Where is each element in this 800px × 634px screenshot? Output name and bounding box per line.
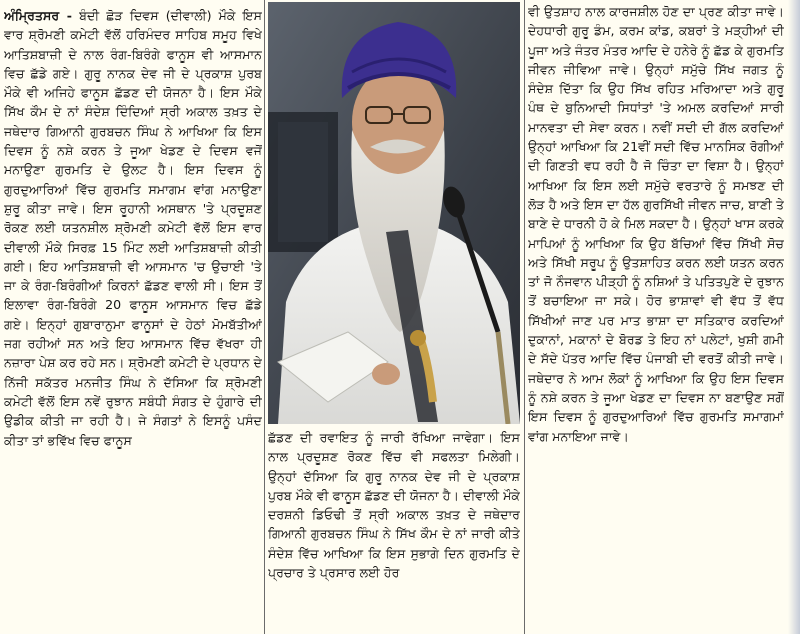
column-1-body: ਬੰਦੀ ਛੋੜ ਦਿਵਸ (ਦੀਵਾਲੀ) ਮੌਕੇ ਇਸ ਵਾਰ ਸ਼੍ਰੋਮਣੀ ਕਮੇਟੀ ਵੱਲੋਂ ਹਰਿਮੰਦਰ ਸਾਹਿਬ ਸਮੂਹ ਵਿਖੇ ਆਤਿਸ਼ਬਾਜ਼ੀ ਦੇ ਨਾਲ ਰੰਗ-ਬਿਰੰਗੇ ਫਾਨੂਸ ਵੀ ਆਸਮਾਨ ਵਿਚ ਛੱਡੇ ਗਏ। ਗੁਰੂ ਨਾਨਕ ਦੇਵ ਜੀ ਦੇ ਪ੍ਰਕਾਸ਼ ਪੁਰਬ ਮੌਕੇ ਵੀ ਅਜਿਹੇ ਫਾਨੂਸ ਛੱਡਣ ਦੀ ਯੋਜਨਾ ਹੈ। ਇਸ ਮੌਕੇ ਸਿੱਖ ਕੌਮ ਦੇ ਨਾਂ ਸੰਦੇਸ਼ ਦਿੰਦਿਆਂ ਸ੍ਰੀ ਅਕਾਲ ਤਖ਼ਤ ਦੇ ਜਥੇਦਾਰ ਗਿਆਨੀ ਗੁਰਬਚਨ ਸਿੰਘ ਨੇ ਆਖਿਆ ਕਿ ਇਸ ਦਿਵਸ ਨੂੰ ਨਸ਼ੇ ਕਰਨ ਤੇ ਜੂਆ ਖੇਡਣ ਦੇ ਦਿਵਸ ਵਜੋਂ ਮਨਾਉਣਾ ਗੁਰਮਤਿ ਦੇ ਉਲਟ ਹੈ। ਇਸ ਦਿਵਸ ਨੂੰ ਗੁਰਦੁਆਰਿਆਂ ਵਿੱਚ ਗੁਰਮਤਿ ਸਮਾਗਮ ਵਾਂਗ ਮਨਾਉਣਾ ਸ਼ੁਰੂ ਕੀਤਾ ਜਾਵੇ। ਇਸ ਰੂਹਾਨੀ ਅਸਥਾਨ 'ਤੇ ਪ੍ਰਦੂਸ਼ਣ ਰੋਕਣ ਲਈ ਯਤਨਸ਼ੀਲ ਸ਼੍ਰੋਮਣੀ ਕਮੇਟੀ ਵੱਲੋਂ ਇਸ ਵਾਰ ਦੀਵਾਲੀ ਮੌਕੇ ਸਿਰਫ਼ 15 ਮਿੰਟ ਲਈ ਆਤਿਸ਼ਬਾਜ਼ੀ ਕੀਤੀ ਗਈ। ਇਹ ਆਤਿਸ਼ਬਾਜ਼ੀ ਵੀ ਆਸਮਾਨ 'ਚ ਉਚਾਈ 'ਤੇ ਜਾ ਕੇ ਰੰਗ-ਬਿਰੰਗੀਆਂ ਕਿਰਨਾਂ ਛੱਡਣ ਵਾਲੀ ਸੀ। ਇਸ ਤੋਂ ਇਲਾਵਾ ਰੰਗ-ਬਿਰੰਗੇ 20 ਫਾਨੂਸ ਆਸਮਾਨ ਵਿਚ ਛੱਡੇ ਗਏ। ਇਨ੍ਹਾਂ ਗੁਬਾਰਾਨੁਮਾ ਫਾਨੂਸਾਂ ਦੇ ਹੇਠਾਂ ਮੋਮਬੱਤੀਆਂ ਜਗ ਰਹੀਆਂ ਸਨ ਅਤੇ ਇਹ ਆਸਮਾਨ ਵਿੱਚ ਵੱਖਰਾ ਹੀ ਨਜ਼ਾਰਾ ਪੇਸ਼ ਕਰ ਰਹੇ ਸਨ। ਸ਼੍ਰੋਮਣੀ ਕਮੇਟੀ ਦੇ ਪ੍ਰਧਾਨ ਦੇ ਨਿੱਜੀ ਸਕੱਤਰ ਮਨਜੀਤ ਸਿੰਘ ਨੇ ਦੱਸਿਆ ਕਿ ਸ਼੍ਰੋਮਣੀ ਕਮੇਟੀ ਵੱਲੋਂ ਇਸ ਨਵੇਂ ਰੁਝਾਨ ਸਬੰਧੀ ਸੰਗਤ ਦੇ ਹੁੰਗਾਰੇ ਦੀ ਉਡੀਕ ਕੀਤੀ ਜਾ ਰਹੀ ਹੈ। ਜੇ ਸੰਗਤਾਂ ਨੇ ਇਸਨੂੰ ਪਸੰਦ ਕੀਤਾ ਤਾਂ ਭਵਿੱਖ ਵਿਚ ਫਾਨੂਸ	[4, 8, 262, 448]
photo-jathedar	[268, 2, 520, 424]
column-3-body: ਵੀ ਉਤਸ਼ਾਹ ਨਾਲ ਕਾਰਜਸ਼ੀਲ ਹੋਣ ਦਾ ਪ੍ਰਣ ਕੀਤਾ ਜਾਵੇ। ਦੇਹਧਾਰੀ ਗੁਰੂ ਡੰਮ, ਕਰਮ ਕਾਂਡ, ਕਬਰਾਂ ਤੇ ਮੜ੍ਹੀਆਂ ਦੀ ਪੂਜਾ ਅਤੇ ਜੰਤਰ ਮੰਤਰ ਆਦਿ ਦੇ ਹਨੇਰੇ ਨੂੰ ਛੱਡ ਕੇ ਗੁਰਮਤਿ ਜੀਵਨ ਜੀਵਿਆ ਜਾਵੇ। ਉਨ੍ਹਾਂ ਸਮੁੱਚੇ ਸਿੱਖ ਜਗਤ ਨੂੰ ਸੰਦੇਸ਼ ਦਿੱਤਾ ਕਿ ਉਹ ਸਿੱਖ ਰਹਿਤ ਮਰਿਆਦਾ ਅਤੇ ਗੁਰੂ ਪੰਥ ਦੇ ਬੁਨਿਆਦੀ ਸਿਧਾਂਤਾਂ 'ਤੇ ਅਮਲ ਕਰਦਿਆਂ ਸਾਰੀ ਮਾਨਵਤਾ ਦੀ ਸੇਵਾ ਕਰਨ। ਨਵੀਂ ਸਦੀ ਦੀ ਗੱਲ ਕਰਦਿਆਂ ਉਨ੍ਹਾਂ ਆਖਿਆ ਕਿ 21ਵੀਂ ਸਦੀ ਵਿੱਚ ਮਾਨਸਿਕ ਰੋਗੀਆਂ ਦੀ ਗਿਣਤੀ ਵਧ ਰਹੀ ਹੈ ਜੋ ਚਿੰਤਾ ਦਾ ਵਿਸ਼ਾ ਹੈ। ਉਨ੍ਹਾਂ ਆਖਿਆ ਕਿ ਇਸ ਲਈ ਸਮੁੱਚੇ ਵਰਤਾਰੇ ਨੂੰ ਸਮਝਣ ਦੀ ਲੋੜ ਹੈ ਅਤੇ ਇਸ ਦਾ ਹੱਲ ਗੁਰਸਿੱਖੀ ਜੀਵਨ ਜਾਚ, ਬਾਣੀ ਤੇ ਬਾਣੇ ਦੇ ਧਾਰਨੀ ਹੋ ਕੇ ਮਿਲ ਸਕਦਾ ਹੈ। ਉਨ੍ਹਾਂ ਖਾਸ ਕਰਕੇ ਮਾਪਿਆਂ ਨੂੰ ਆਖਿਆ ਕਿ ਉਹ ਬੱਚਿਆਂ ਵਿੱਚ ਸਿੱਖੀ ਸੋਚ ਅਤੇ ਸਿੱਖੀ ਸਰੂਪ ਨੂੰ ਉਤਸ਼ਾਹਿਤ ਕਰਨ ਲਈ ਯਤਨ ਕਰਨ ਤਾਂ ਜੋ ਨੌਜਵਾਨ ਪੀੜ੍ਹੀ ਨੂੰ ਨਸ਼ਿਆਂ ਤੇ ਪਤਿਤਪੁਣੇ ਦੇ ਰੁਝਾਨ ਤੋਂ ਬਚਾਇਆ ਜਾ ਸਕੇ। ਹੋਰ ਭਾਸ਼ਾਵਾਂ ਵੀ ਵੱਧ ਤੋਂ ਵੱਧ ਸਿੱਖੀਆਂ ਜਾਣ ਪਰ ਮਾਤ ਭਾਸ਼ਾ ਦਾ ਸਤਿਕਾਰ ਕਰਦਿਆਂ ਦੁਕਾਨਾਂ, ਮਕਾਨਾਂ ਦੇ ਬੋਰਡ ਤੇ ਇਹ ਨਾਂ ਪਲੇਟਾਂ, ਖੁਸ਼ੀ ਗਮੀ ਦੇ ਸੱਦੇ ਪੱਤਰ ਆਦਿ ਵਿੱਚ ਪੰਜਾਬੀ ਦੀ ਵਰਤੋਂ ਕੀਤੀ ਜਾਵੇ। ਜਥੇਦਾਰ ਨੇ ਆਮ ਲੋਕਾਂ ਨੂੰ ਆਖਿਆ ਕਿ ਉਹ ਇਸ ਦਿਵਸ ਨੂੰ ਨਸ਼ੇ ਕਰਨ ਤੇ ਜੂਆ ਖੇਡਣ ਦਾ ਦਿਵਸ ਨਾ ਬਣਾਉਣ ਸਗੋਂ ਇਸ ਦਿਵਸ ਨੂੰ ਗੁਰਦੁਆਰਿਆਂ ਵਿੱਚ ਗੁਰਮਤਿ ਸਮਾਗਮਾਂ ਵਾਂਗ ਮਨਾਇਆ ਜਾਵੇ।	[528, 4, 784, 444]
column-2-body: ਛੱਡਣ ਦੀ ਰਵਾਇਤ ਨੂੰ ਜਾਰੀ ਰੱਖਿਆ ਜਾਵੇਗਾ। ਇਸ ਨਾਲ ਪ੍ਰਦੂਸ਼ਣ ਰੋਕਣ ਵਿੱਚ ਵੀ ਸਫਲਤਾ ਮਿਲੇਗੀ। ਉਨ੍ਹਾਂ ਦੱਸਿਆ ਕਿ ਗੁਰੂ ਨਾਨਕ ਦੇਵ ਜੀ ਦੇ ਪ੍ਰਕਾਸ਼ ਪੁਰਬ ਮੌਕੇ ਵੀ ਫਾਨੂਸ ਛੱਡਣ ਦੀ ਯੋਜਨਾ ਹੈ। ਦੀਵਾਲੀ ਮੌਕੇ ਦਰਸ਼ਨੀ ਡਿਓਢੀ ਤੋਂ ਸ੍ਰੀ ਅਕਾਲ ਤਖ਼ਤ ਦੇ ਜਥੇਦਾਰ ਗਿਆਨੀ ਗੁਰਬਚਨ ਸਿੰਘ ਨੇ ਸਿੱਖ ਕੌਮ ਦੇ ਨਾਂ ਜਾਰੀ ਕੀਤੇ ਸੰਦੇਸ਼ ਵਿੱਚ ਆਖਿਆ ਕਿ ਇਸ ਸੁਭਾਗੇ ਦਿਨ ਗੁਰਮਤਿ ਦੇ ਪ੍ਰਚਾਰ ਤੇ ਪ੍ਰਸਾਰ ਲਈ ਹੋਰ	[268, 430, 520, 581]
dateline: ਅੰਮ੍ਰਿਤਸਰ -	[4, 8, 72, 23]
article-column-1	[4, 0, 262, 634]
photo-illustration	[268, 2, 520, 424]
page-edge	[788, 0, 800, 634]
column-divider	[264, 0, 265, 634]
article-column-2	[268, 428, 520, 634]
article-column-3	[528, 0, 784, 634]
column-1-text	[4, 6, 262, 450]
column-divider	[524, 0, 525, 634]
